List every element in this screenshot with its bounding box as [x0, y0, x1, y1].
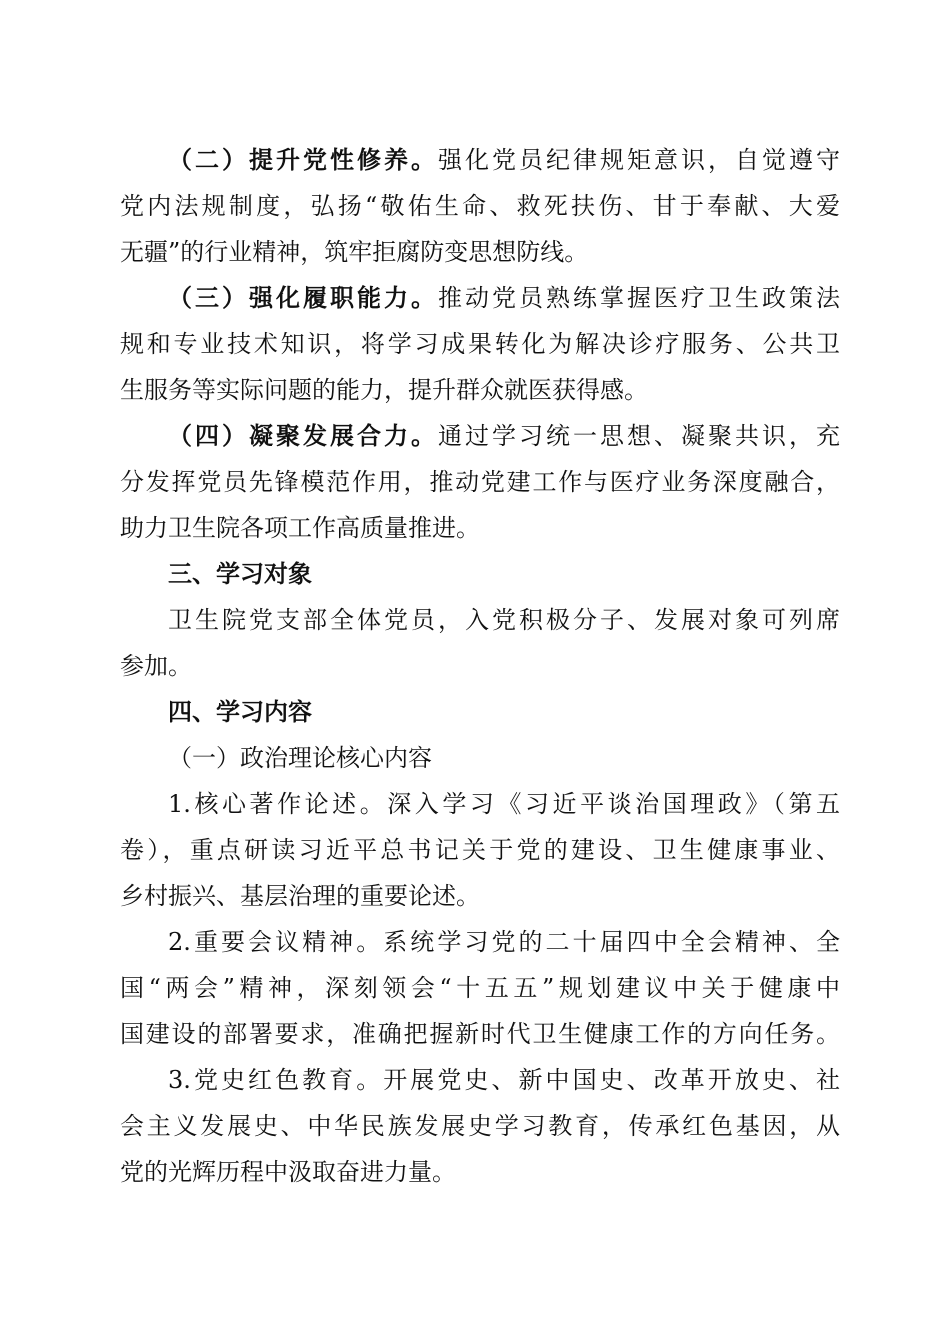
section-3-line-3: 生服务等实际问题的能力，提升群众就医获得感。: [120, 376, 648, 404]
section-3-line-2: 规和专业技术知识，将学习成果转化为解决诊疗服务、公共卫: [120, 330, 840, 358]
section-2-line-3: 无疆”的行业精神，筑牢拒腐防变思想防线。: [120, 238, 589, 266]
objects-line-2: 参加。: [120, 652, 192, 680]
heading-study-objects: 三、学习对象: [168, 560, 312, 588]
section-2-title: （二）提升党性修养。: [168, 146, 438, 174]
section-2-text: 强化党员纪律规矩意识，自觉遵守: [438, 146, 840, 174]
section-3-text: 推动党员熟练掌握医疗卫生政策法: [438, 284, 840, 312]
section-4-line-2: 分发挥党员先锋模范作用，推动党建工作与医疗业务深度融合，: [120, 468, 840, 496]
objects-line-1: 卫生院党支部全体党员，入党积极分子、发展对象可列席: [168, 606, 840, 634]
item-2-line-1: 2.重要会议精神。系统学习党的二十届四中全会精神、全: [168, 928, 840, 956]
item-1-line-3: 乡村振兴、基层治理的重要论述。: [120, 882, 480, 910]
item-2-line-2: 国“两会”精神，深刻领会“十五五”规划建议中关于健康中: [120, 974, 840, 1002]
section-2-line-1: [168, 140, 840, 180]
subheading-political-theory: （一）政治理论核心内容: [168, 744, 432, 772]
item-3-line-3: 党的光辉历程中汲取奋进力量。: [120, 1158, 456, 1186]
section-4-line-3: 助力卫生院各项工作高质量推进。: [120, 514, 480, 542]
section-4-line-1: [168, 416, 840, 456]
item-3-line-2: 会主义发展史、中华民族发展史学习教育，传承红色基因，从: [120, 1112, 840, 1140]
section-3-title: （三）强化履职能力。: [168, 284, 438, 312]
section-4-title: （四）凝聚发展合力。: [168, 422, 438, 450]
heading-study-content: 四、学习内容: [168, 698, 312, 726]
item-3-line-1: 3.党史红色教育。开展党史、新中国史、改革开放史、社: [168, 1066, 840, 1094]
section-2-line-2: 党内法规制度，弘扬“敬佑生命、救死扶伤、甘于奉献、大爱: [120, 192, 840, 220]
section-3-line-1: [168, 278, 840, 318]
section-4-text: 通过学习统一思想、凝聚共识，充: [438, 422, 840, 450]
item-1-line-2: 卷），重点研读习近平总书记关于党的建设、卫生健康事业、: [120, 836, 840, 864]
item-2-line-3: 国建设的部署要求，准确把握新时代卫生健康工作的方向任务。: [120, 1020, 840, 1048]
item-1-line-1: 1.核心著作论述。深入学习《习近平谈治国理政》（第五: [168, 790, 840, 818]
